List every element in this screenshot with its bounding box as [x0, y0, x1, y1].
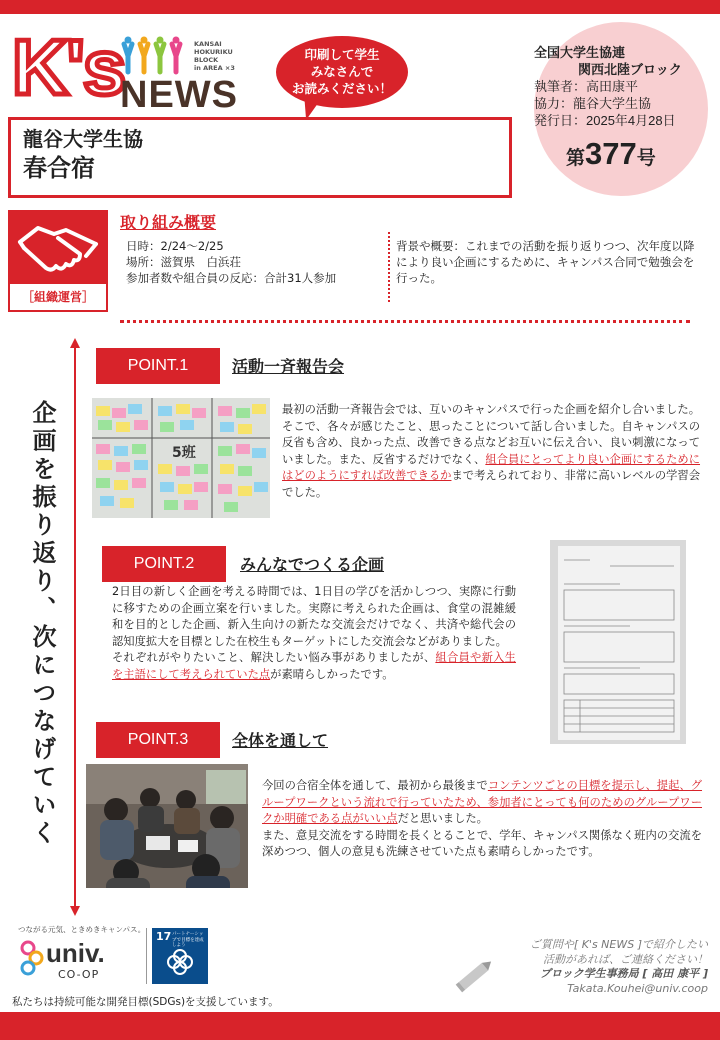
print-notice-bubble: 印刷して学生 みなさんで お読みください！ [276, 36, 408, 108]
sdg-support-text: 私たちは持続可能な開発目標(SDGs)を支援しています。 [12, 996, 279, 1008]
issue-number: 第377号 [566, 136, 656, 171]
point3-badge: POINT.3 [96, 722, 220, 758]
point2-badge: POINT.2 [102, 546, 226, 582]
org-name: 龍谷大学生協 [23, 127, 143, 151]
logo-subtitle: KANSAI HOKURIKU BLOCK in AREA ×3 [194, 40, 235, 72]
point3-body: 今回の合宿全体を通して、最初から最後までコンテンツごとの目標を提示し、提起、グループワークという流れで行っていたため、参加者にとっても何のためのグループワークか明確である点がいい点だと思いました。 また、意見交流をする時間を長くとることで、学年、キャンパス関係なく班内の交流を深めつつ、個人の意見も洗練させていた点も素晴らしかったです。 [262, 779, 703, 858]
overview-separator [388, 232, 390, 302]
overview-heading: 取り組み概要 [120, 213, 217, 232]
univ-coop-logo: univ. CO-OP [18, 934, 138, 984]
category-label: ［組織運営］ [21, 290, 94, 304]
point1-title: 活動一斉報告会 [232, 357, 345, 376]
people-logo-icon [118, 36, 190, 76]
overview-background: 背景や概要：これまでの活動を振り返りつつ、次年度以降により良い企画にするために、キャンパス合同で勉強会を行った。 [396, 239, 695, 285]
overview-details: 日時：2/24～2/25 場所：滋賀県 白浜荘 参加者数や組合員の反応：合計31人参加 [126, 239, 337, 285]
photo1-label: 5班 [172, 445, 196, 461]
photo-sticky-notes [92, 398, 270, 518]
title-box [8, 117, 512, 198]
photo-worksheet [550, 540, 686, 744]
sdg17-icon [164, 946, 196, 978]
coop-tagline: つながる元気、ときめきキャンパス。 [18, 925, 146, 934]
timeline-arrow-bottom [70, 906, 80, 916]
point1-badge: POINT.1 [96, 348, 220, 384]
vertical-heading: 企画を振り返り、次につなげていく [28, 400, 56, 848]
handshake-icon [10, 212, 106, 284]
point3-title: 全体を通して [232, 731, 329, 750]
contact-info: ご質問や[ K's NEWS ]で紹介したい 活動があれば、ご連絡ください！ ブロック学生事務局 [ 高田 康平 ] Takata.Kouhei@univ.coop [470, 938, 708, 996]
event-name: 春合宿 [23, 154, 95, 182]
bottom-bar [0, 1012, 720, 1040]
logo-ks: K's [12, 23, 125, 111]
point1-body: 最初の活動一斉報告会では、互いのキャンパスで行った企画を紹介し合いました。そこで、各々が感じたこと、思ったことについて話し合いました。自キャンパスの反省も含め、良かった点、改善できる点などお互いに伝え合い、良い刺激になっていました。また、反省するだけでなく、組合員にとってより良い企画にするためにはどのようにすれば改善できるかまで考えられており、非常に高いレベルの学習会でした。 [282, 403, 701, 499]
issuer-info: 全国大学生協連 関西北陸ブロック 執筆者：高田康平 協力：龍谷大学生協 発行日：2025年4月28日 [534, 45, 682, 128]
point2-body: 2日目の新しく企画を考える時間では、1日目の学びを活かしつつ、実際に行動に移すための企画立案を行いました。実際に考えられた企画は、食堂の混雑緩和を目的とした企画、新入生向けの新たな交流会だけでなく、共済や総代会の認知度拡大を目標とした在校生もターゲットにした交流会などがありました。 それぞれがやりたいこと、解決したい悩み事がありましたが、組合員や新入生を主語にして考えられていた点が素晴らしかったです。 [112, 585, 516, 681]
contact-email[interactable]: Takata.Kouhei@univ.coop [567, 981, 708, 995]
section-divider [120, 320, 690, 323]
top-bar [0, 0, 720, 14]
photo-group-work [86, 764, 248, 888]
point2-title: みんなでつくる企画 [240, 555, 385, 574]
timeline-line [74, 345, 76, 910]
sdg17-badge: 17 パートナーシップで目標を達成しよう [152, 928, 208, 984]
footer-divider [146, 928, 147, 984]
coop-logo-icon [18, 940, 46, 980]
logo-news: NEWS [120, 74, 238, 116]
category-icon-bg [10, 212, 106, 284]
